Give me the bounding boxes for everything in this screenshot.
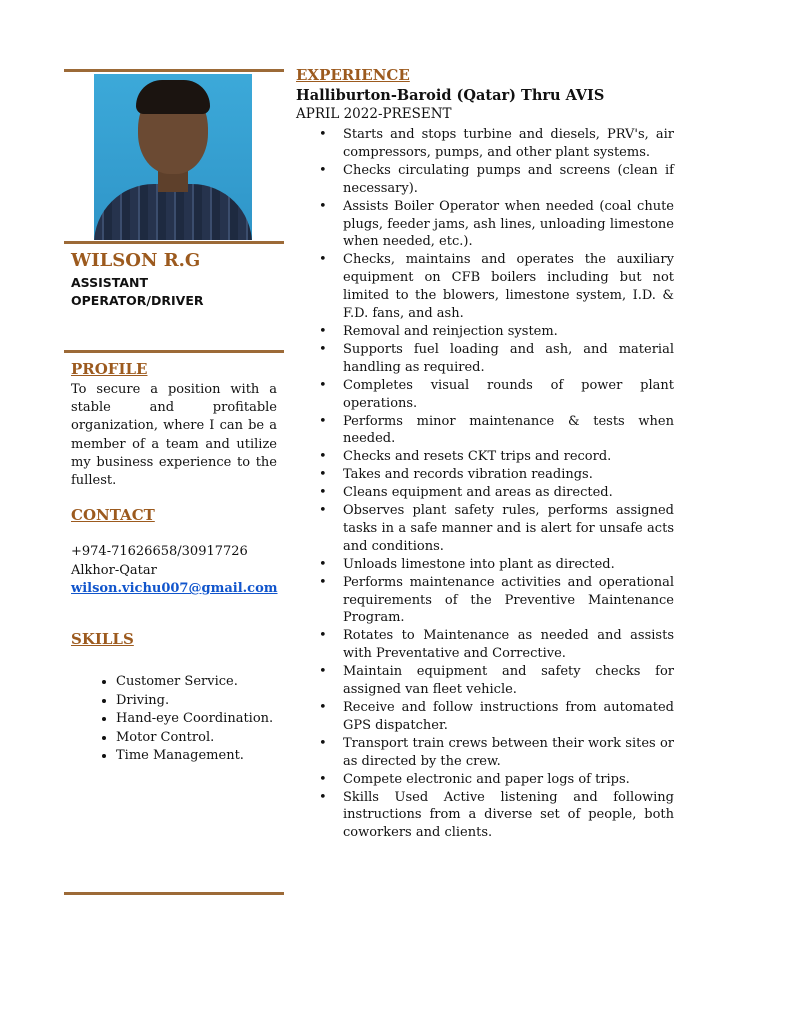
duty-item: • Supports fuel loading and ash, and material handling as required. — [343, 341, 674, 377]
duty-item: • Checks circulating pumps and screens (clean if necessary). — [343, 162, 674, 198]
duty-item: • Rotates to Maintenance as needed and assists with Preventative and Corrective. — [343, 627, 674, 663]
bottom-divider — [64, 892, 284, 895]
skills-list — [96, 673, 273, 766]
duty-item: • Transport train crews between their work sites or as directed by the crew. — [343, 735, 674, 771]
duty-item: • Starts and stops turbine and diesels, PRV's, air compressors, pumps, and other plant systems. — [343, 126, 674, 162]
candidate-role: ASSISTANT OPERATOR/DRIVER — [71, 275, 204, 308]
profile-photo — [94, 74, 252, 240]
duty-item: • Compete electronic and paper logs of trips. — [343, 771, 674, 789]
company-name: Halliburton-Baroid (Qatar) Thru AVIS — [296, 87, 605, 104]
skill-item: • Customer Service. — [116, 673, 273, 692]
skill-item: • Motor Control. — [116, 729, 273, 748]
duty-item: • Skills Used Active listening and following instructions from a diverse set of people, both coworkers and clients. — [343, 789, 674, 843]
candidate-name: WILSON R.G — [71, 250, 201, 271]
top-divider — [64, 69, 284, 72]
profile-text: To secure a position with a stable and profitable organization, where I can be a member of a team and utilize my business experience to the fullest. — [71, 382, 277, 489]
duty-item: • Unloads limestone into plant as directed. — [343, 556, 674, 574]
duty-item: • Cleans equipment and areas as directed. — [343, 484, 674, 502]
profile-divider — [64, 350, 284, 353]
duty-item: • Receive and follow instructions from automated GPS dispatcher. — [343, 699, 674, 735]
duty-item: • Maintain equipment and safety checks for assigned van fleet vehicle. — [343, 663, 674, 699]
photo-divider — [64, 241, 284, 244]
duty-item: • Performs minor maintenance & tests when needed. — [343, 413, 674, 449]
contact-email-link[interactable]: wilson.vichu007@gmail.com — [71, 581, 278, 596]
skill-item: • Time Management. — [116, 747, 273, 766]
contact-location: Alkhor-Qatar — [71, 562, 157, 578]
skill-item: • Driving. — [116, 692, 273, 711]
skills-heading: SKILLS — [71, 630, 134, 648]
duty-item: • Removal and reinjection system. — [343, 323, 674, 341]
employment-dates: APRIL 2022-PRESENT — [296, 106, 452, 122]
duty-item: • Completes visual rounds of power plant operations. — [343, 377, 674, 413]
contact-phone: +974-71626658/30917726 — [71, 544, 248, 559]
duties-list — [343, 126, 674, 842]
duty-item: • Observes plant safety rules, performs assigned tasks in a safe manner and is alert for unsafe acts and conditions. — [343, 502, 674, 556]
duty-item: • Performs maintenance activities and operational requirements of the Preventive Maintenance Program. — [343, 574, 674, 628]
duty-item: • Checks, maintains and operates the auxiliary equipment on CFB boilers including but not limited to the blowers, limestone system, I.D. & F.D. fans, and ash. — [343, 251, 674, 323]
profile-heading: PROFILE — [71, 360, 148, 378]
duty-item: • Checks and resets CKT trips and record. — [343, 448, 674, 466]
contact-heading: CONTACT — [71, 506, 155, 524]
skill-item: • Hand-eye Coordination. — [116, 710, 273, 729]
duty-item: • Assists Boiler Operator when needed (coal chute plugs, feeder jams, ash lines, unloading limestone when needed, etc.). — [343, 198, 674, 252]
experience-heading: EXPERIENCE — [296, 66, 410, 84]
duty-item: • Takes and records vibration readings. — [343, 466, 674, 484]
contact-block — [71, 543, 278, 599]
